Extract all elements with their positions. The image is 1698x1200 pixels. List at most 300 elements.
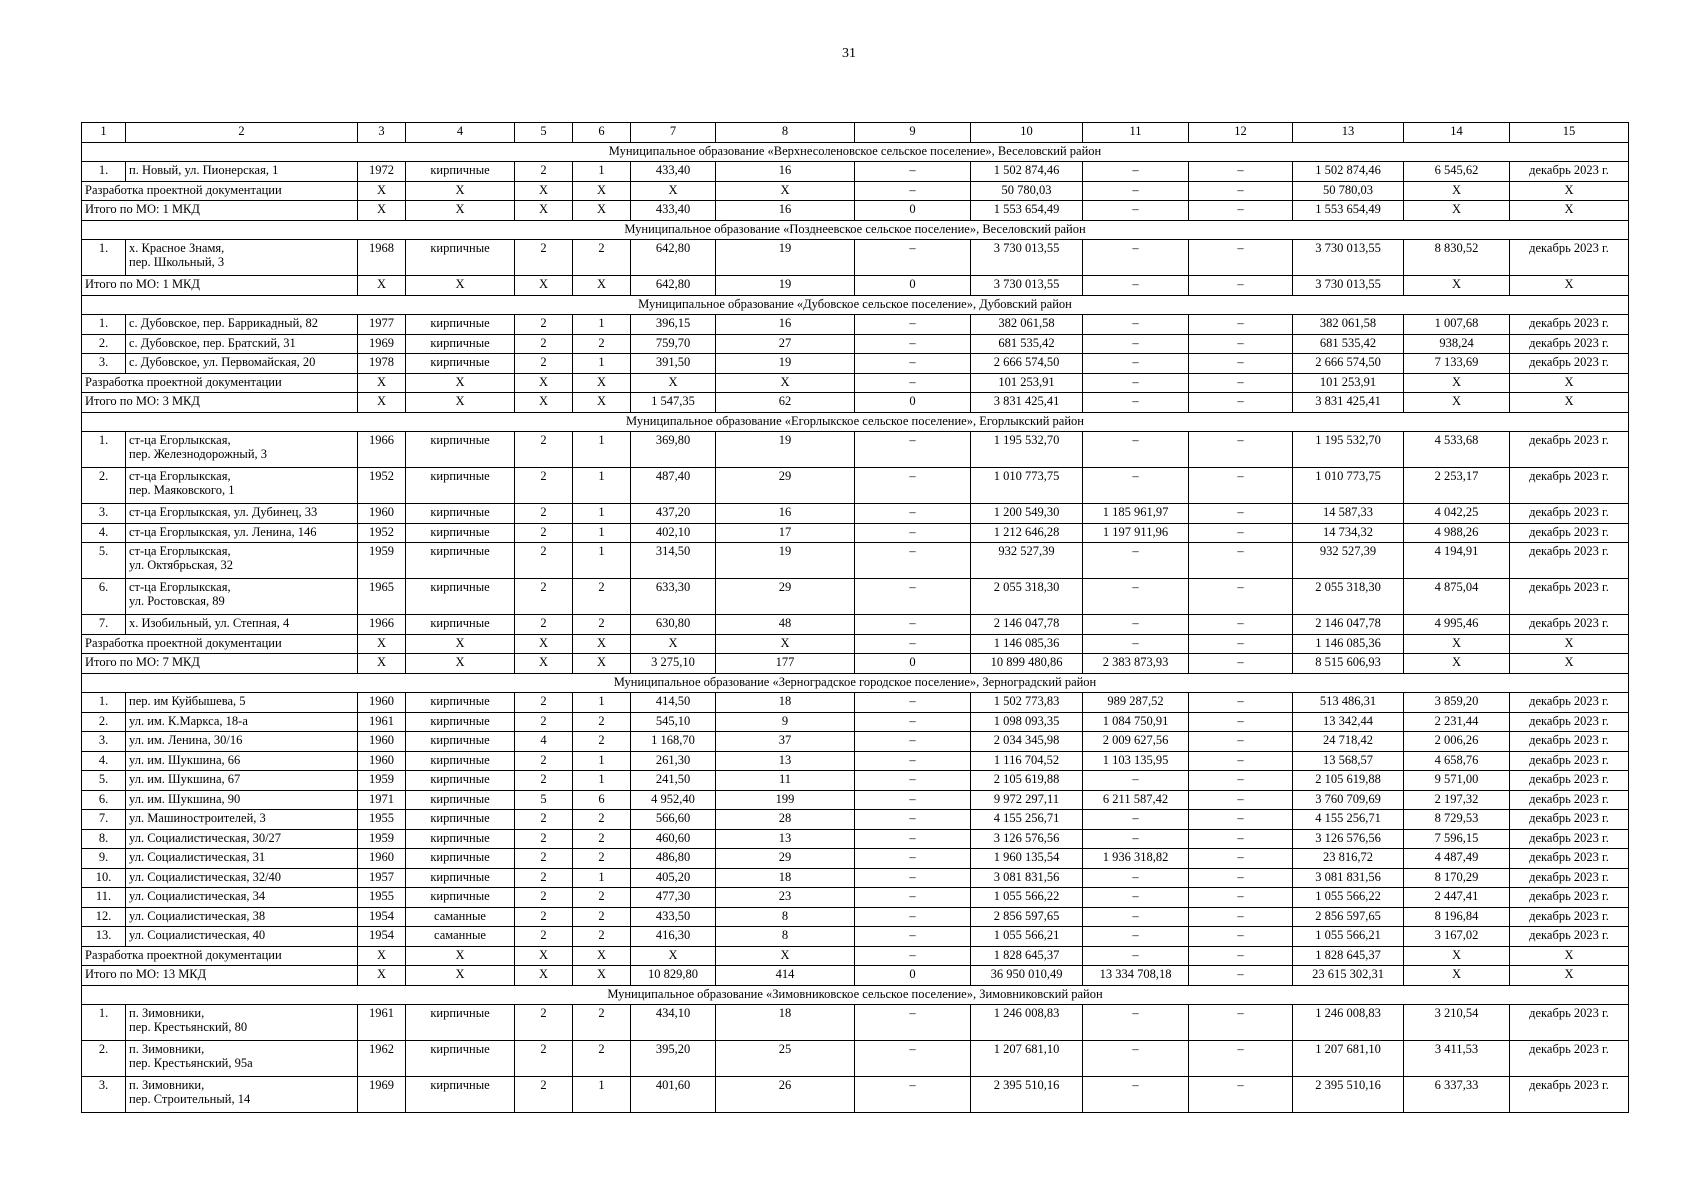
table-cell: – xyxy=(1083,1041,1189,1077)
summary-row xyxy=(82,181,1629,201)
table-cell: 477,30 xyxy=(631,888,716,908)
section-title: Муниципальное образование «Верхнесоленовское сельское поселение», Веселовский район xyxy=(82,142,1629,162)
table-cell: X xyxy=(358,393,406,413)
table-cell: 19 xyxy=(716,354,855,374)
table-cell: – xyxy=(1083,829,1189,849)
table-cell: 2 xyxy=(515,240,573,276)
table-cell: X xyxy=(1404,201,1510,221)
table-cell: – xyxy=(1189,468,1293,504)
table-cell: 3 730 013,55 xyxy=(1293,240,1404,276)
address-cell: ст-ца Егорлыкская, ул. Октябрьская, 32 xyxy=(126,543,358,579)
summary-row xyxy=(82,393,1629,413)
table-cell: 2 xyxy=(515,543,573,579)
table-cell: кирпичные xyxy=(406,162,515,182)
table-cell: 1 103 135,95 xyxy=(1083,751,1189,771)
summary-label: Итого по МО: 3 МКД xyxy=(82,393,358,413)
table-cell: – xyxy=(855,868,971,888)
table-cell: 2 xyxy=(515,771,573,791)
table-cell: – xyxy=(1083,240,1189,276)
table-cell: кирпичные xyxy=(406,1077,515,1113)
table-cell: декабрь 2023 г. xyxy=(1510,240,1629,276)
table-cell: 2 xyxy=(515,888,573,908)
table-cell: 1955 xyxy=(358,888,406,908)
table-cell: – xyxy=(855,162,971,182)
table-cell: 6 211 587,42 xyxy=(1083,790,1189,810)
table-body xyxy=(82,123,1629,1113)
table-cell: – xyxy=(1083,579,1189,615)
table-cell: X xyxy=(406,634,515,654)
table-cell: 2 xyxy=(573,810,631,830)
row-number-cell: 2. xyxy=(82,712,126,732)
table-cell: 1 553 654,49 xyxy=(971,201,1083,221)
table-cell: 4 155 256,71 xyxy=(1293,810,1404,830)
table-cell: 1 200 549,30 xyxy=(971,504,1083,524)
row-number-cell: 3. xyxy=(82,354,126,374)
address-cell: ул. Социалистическая, 31 xyxy=(126,849,358,869)
table-cell: – xyxy=(1189,373,1293,393)
table-cell: 1 xyxy=(573,523,631,543)
table-cell: 1 207 681,10 xyxy=(971,1041,1083,1077)
table-cell: X xyxy=(1510,201,1629,221)
section-row xyxy=(82,142,1629,162)
table-cell: 369,80 xyxy=(631,432,716,468)
table-cell: 2 146 047,78 xyxy=(971,615,1083,635)
table-cell: X xyxy=(1404,393,1510,413)
table-cell: 3 126 576,56 xyxy=(1293,829,1404,849)
table-cell: 1969 xyxy=(358,1077,406,1113)
table-cell: 11 xyxy=(716,771,855,791)
table-cell: – xyxy=(1189,790,1293,810)
address-cell: ул. им. Ленина, 30/16 xyxy=(126,732,358,752)
table-cell: 17 xyxy=(716,523,855,543)
table-cell: 23 xyxy=(716,888,855,908)
table-cell: декабрь 2023 г. xyxy=(1510,468,1629,504)
table-cell: 1960 xyxy=(358,732,406,752)
table-cell: 566,60 xyxy=(631,810,716,830)
table-cell: кирпичные xyxy=(406,693,515,713)
table-cell: X xyxy=(1404,373,1510,393)
table-cell: – xyxy=(855,888,971,908)
table-cell: 3 730 013,55 xyxy=(971,276,1083,296)
table-cell: 3 760 709,69 xyxy=(1293,790,1404,810)
table-cell: X xyxy=(1404,276,1510,296)
table-cell: 2 395 510,16 xyxy=(971,1077,1083,1113)
table-cell: кирпичные xyxy=(406,468,515,504)
table-cell: кирпичные xyxy=(406,504,515,524)
table-cell: X xyxy=(573,966,631,986)
table-cell: 18 xyxy=(716,1005,855,1041)
table-cell: X xyxy=(358,181,406,201)
table-cell: 16 xyxy=(716,201,855,221)
row-number-cell: 2. xyxy=(82,468,126,504)
table-cell: кирпичные xyxy=(406,543,515,579)
summary-row xyxy=(82,373,1629,393)
address-cell: с. Дубовское, пер. Братский, 31 xyxy=(126,334,358,354)
table-cell: – xyxy=(1083,1005,1189,1041)
table-cell: 2 383 873,93 xyxy=(1083,654,1189,674)
table-cell: X xyxy=(358,276,406,296)
table-cell: – xyxy=(1189,810,1293,830)
table-cell: X xyxy=(573,276,631,296)
address-cell: п. Зимовники, пер. Строительный, 14 xyxy=(126,1077,358,1113)
table-cell: – xyxy=(1083,771,1189,791)
table-cell: 391,50 xyxy=(631,354,716,374)
table-cell: 62 xyxy=(716,393,855,413)
table-cell: 7 133,69 xyxy=(1404,354,1510,374)
table-cell: – xyxy=(1083,354,1189,374)
table-cell: 8 729,53 xyxy=(1404,810,1510,830)
table-cell: 2 xyxy=(515,334,573,354)
table-cell: X xyxy=(1510,634,1629,654)
table-cell: 0 xyxy=(855,201,971,221)
address-cell: ул. Социалистическая, 32/40 xyxy=(126,868,358,888)
table-cell: 18 xyxy=(716,693,855,713)
table-cell: – xyxy=(1189,181,1293,201)
table-row xyxy=(82,354,1629,374)
table-cell: X xyxy=(515,654,573,674)
table-cell: 1 195 532,70 xyxy=(971,432,1083,468)
table-cell: декабрь 2023 г. xyxy=(1510,712,1629,732)
address-cell: ул. им. К.Маркса, 18-а xyxy=(126,712,358,732)
table-cell: – xyxy=(1189,888,1293,908)
table-cell: 1 246 008,83 xyxy=(1293,1005,1404,1041)
table-cell: 2 xyxy=(515,712,573,732)
table-cell: 2 xyxy=(515,432,573,468)
table-cell: – xyxy=(855,1005,971,1041)
table-cell: 1 xyxy=(573,162,631,182)
summary-label: Итого по МО: 1 МКД xyxy=(82,201,358,221)
table-cell: – xyxy=(1189,523,1293,543)
table-cell: 29 xyxy=(716,849,855,869)
table-cell: 2 xyxy=(573,907,631,927)
table-cell: 2 055 318,30 xyxy=(971,579,1083,615)
row-number-cell: 9. xyxy=(82,849,126,869)
table-cell: 3 831 425,41 xyxy=(971,393,1083,413)
table-cell: X xyxy=(573,201,631,221)
table-cell: – xyxy=(1083,868,1189,888)
table-row xyxy=(82,240,1629,276)
address-cell: с. Дубовское, ул. Первомайская, 20 xyxy=(126,354,358,374)
table-cell: X xyxy=(573,181,631,201)
table-cell: 3 167,02 xyxy=(1404,927,1510,947)
table-cell: 1954 xyxy=(358,907,406,927)
table-cell: 1965 xyxy=(358,579,406,615)
table-cell: 486,80 xyxy=(631,849,716,869)
section-title: Муниципальное образование «Егорлыкское сельское поселение», Егорлыкский район xyxy=(82,412,1629,432)
table-row xyxy=(82,751,1629,771)
table-cell: кирпичные xyxy=(406,751,515,771)
table-cell: 1 xyxy=(573,751,631,771)
table-cell: кирпичные xyxy=(406,771,515,791)
table-cell: кирпичные xyxy=(406,579,515,615)
table-cell: 4 042,25 xyxy=(1404,504,1510,524)
column-number: 5 xyxy=(515,123,573,143)
table-cell: X xyxy=(1404,966,1510,986)
table-cell: 29 xyxy=(716,468,855,504)
table-row xyxy=(82,810,1629,830)
table-cell: кирпичные xyxy=(406,868,515,888)
table-cell: 2 xyxy=(515,468,573,504)
table-cell: – xyxy=(855,946,971,966)
address-cell: ул. им. Шукшина, 90 xyxy=(126,790,358,810)
table-cell: 16 xyxy=(716,162,855,182)
table-cell: 3 859,20 xyxy=(1404,693,1510,713)
column-number: 7 xyxy=(631,123,716,143)
table-cell: 1 502 874,46 xyxy=(1293,162,1404,182)
table-cell: 1 084 750,91 xyxy=(1083,712,1189,732)
summary-row xyxy=(82,201,1629,221)
table-cell: – xyxy=(1189,162,1293,182)
table-cell: – xyxy=(1189,240,1293,276)
table-cell: 4 487,49 xyxy=(1404,849,1510,869)
table-cell: 1 055 566,22 xyxy=(1293,888,1404,908)
table-cell: 2 xyxy=(515,579,573,615)
address-cell: ст-ца Егорлыкская, пер. Железнодорожный, 3 xyxy=(126,432,358,468)
table-row xyxy=(82,334,1629,354)
table-cell: – xyxy=(855,334,971,354)
table-cell: – xyxy=(1189,654,1293,674)
table-cell: 8 196,84 xyxy=(1404,907,1510,927)
table-cell: 1 xyxy=(573,868,631,888)
row-number-cell: 13. xyxy=(82,927,126,947)
table-cell: 24 718,42 xyxy=(1293,732,1404,752)
table-cell: 1 960 135,54 xyxy=(971,849,1083,869)
table-cell: X xyxy=(573,373,631,393)
table-cell: – xyxy=(1189,354,1293,374)
table-cell: X xyxy=(515,946,573,966)
table-cell: 1 828 645,37 xyxy=(971,946,1083,966)
table-cell: кирпичные xyxy=(406,240,515,276)
section-title: Муниципальное образование «Дубовское сельское поселение», Дубовский район xyxy=(82,295,1629,315)
table-cell: – xyxy=(1083,634,1189,654)
table-cell: 2 006,26 xyxy=(1404,732,1510,752)
table-cell: 1 xyxy=(573,432,631,468)
table-cell: декабрь 2023 г. xyxy=(1510,810,1629,830)
address-cell: ст-ца Егорлыкская, пер. Маяковского, 1 xyxy=(126,468,358,504)
table-cell: декабрь 2023 г. xyxy=(1510,693,1629,713)
table-cell: 1959 xyxy=(358,829,406,849)
row-number-cell: 1. xyxy=(82,315,126,335)
summary-label: Итого по МО: 7 МКД xyxy=(82,654,358,674)
table-cell: X xyxy=(406,181,515,201)
table-cell: – xyxy=(1189,1041,1293,1077)
table-cell: декабрь 2023 г. xyxy=(1510,1005,1629,1041)
table-cell: 36 950 010,49 xyxy=(971,966,1083,986)
table-cell: X xyxy=(573,393,631,413)
table-cell: 1 828 645,37 xyxy=(1293,946,1404,966)
table-cell: X xyxy=(573,654,631,674)
table-cell: 16 xyxy=(716,315,855,335)
table-cell: 10 899 480,86 xyxy=(971,654,1083,674)
table-cell: X xyxy=(1404,181,1510,201)
table-cell: 2 xyxy=(573,334,631,354)
table-cell: – xyxy=(1189,966,1293,986)
table-cell: – xyxy=(855,790,971,810)
column-number: 15 xyxy=(1510,123,1629,143)
table-cell: X xyxy=(515,634,573,654)
table-cell: X xyxy=(573,946,631,966)
summary-row xyxy=(82,654,1629,674)
table-cell: 177 xyxy=(716,654,855,674)
table-cell: декабрь 2023 г. xyxy=(1510,732,1629,752)
table-cell: 2 034 345,98 xyxy=(971,732,1083,752)
section-title: Муниципальное образование «Зимовниковское сельское поселение», Зимовниковский район xyxy=(82,985,1629,1005)
table-cell: 18 xyxy=(716,868,855,888)
table-cell: декабрь 2023 г. xyxy=(1510,162,1629,182)
table-cell: 642,80 xyxy=(631,240,716,276)
table-cell: кирпичные xyxy=(406,315,515,335)
column-number: 1 xyxy=(82,123,126,143)
table-cell: 101 253,91 xyxy=(971,373,1083,393)
table-cell: 1 116 704,52 xyxy=(971,751,1083,771)
table-cell: 48 xyxy=(716,615,855,635)
table-cell: – xyxy=(855,1041,971,1077)
table-cell: 5 xyxy=(515,790,573,810)
table-cell: 2 xyxy=(515,927,573,947)
table-cell: – xyxy=(1189,1077,1293,1113)
table-cell: – xyxy=(1189,393,1293,413)
table-row xyxy=(82,1005,1629,1041)
table-cell: 434,10 xyxy=(631,1005,716,1041)
table-row xyxy=(82,1041,1629,1077)
table-cell: X xyxy=(1510,373,1629,393)
table-cell: 681 535,42 xyxy=(1293,334,1404,354)
table-cell: 26 xyxy=(716,1077,855,1113)
table-cell: 513 486,31 xyxy=(1293,693,1404,713)
table-cell: X xyxy=(358,966,406,986)
table-cell: декабрь 2023 г. xyxy=(1510,315,1629,335)
table-cell: 9 571,00 xyxy=(1404,771,1510,791)
row-number-cell: 5. xyxy=(82,543,126,579)
table-cell: 199 xyxy=(716,790,855,810)
table-cell: 1 553 654,49 xyxy=(1293,201,1404,221)
column-number: 4 xyxy=(406,123,515,143)
table-row xyxy=(82,712,1629,732)
table-cell: 0 xyxy=(855,654,971,674)
table-cell: 2 231,44 xyxy=(1404,712,1510,732)
table-row xyxy=(82,504,1629,524)
table-cell: декабрь 2023 г. xyxy=(1510,927,1629,947)
table-cell: 19 xyxy=(716,240,855,276)
row-number-cell: 3. xyxy=(82,1077,126,1113)
table-cell: X xyxy=(1510,946,1629,966)
table-cell: – xyxy=(855,927,971,947)
table-cell: 2 xyxy=(573,829,631,849)
table-cell: 2 xyxy=(515,868,573,888)
table-cell: 1959 xyxy=(358,771,406,791)
table-cell: 382 061,58 xyxy=(1293,315,1404,335)
table-cell: 1 055 566,22 xyxy=(971,888,1083,908)
table-cell: 50 780,03 xyxy=(971,181,1083,201)
table-cell: – xyxy=(1189,712,1293,732)
table-row xyxy=(82,868,1629,888)
table-cell: 1978 xyxy=(358,354,406,374)
table-cell: 1960 xyxy=(358,751,406,771)
table-cell: – xyxy=(1083,162,1189,182)
table-cell: X xyxy=(1510,393,1629,413)
table-cell: 2 xyxy=(515,1041,573,1077)
address-cell: ул. Социалистическая, 40 xyxy=(126,927,358,947)
table-cell: – xyxy=(855,432,971,468)
row-number-cell: 1. xyxy=(82,162,126,182)
table-cell: 2 xyxy=(573,927,631,947)
column-number: 14 xyxy=(1404,123,1510,143)
table-cell: – xyxy=(855,579,971,615)
row-number-cell: 10. xyxy=(82,868,126,888)
table-cell: 2 197,32 xyxy=(1404,790,1510,810)
address-cell: с. Дубовское, пер. Баррикадный, 82 xyxy=(126,315,358,335)
table-cell: 1 185 961,97 xyxy=(1083,504,1189,524)
summary-row xyxy=(82,634,1629,654)
table-cell: 487,40 xyxy=(631,468,716,504)
table-cell: – xyxy=(855,693,971,713)
table-cell: саманные xyxy=(406,907,515,927)
table-cell: – xyxy=(1189,543,1293,579)
address-cell: ул. Машиностроителей, 3 xyxy=(126,810,358,830)
table-cell: декабрь 2023 г. xyxy=(1510,504,1629,524)
table-cell: 2 xyxy=(515,751,573,771)
table-cell: 2 xyxy=(573,579,631,615)
table-cell: 433,50 xyxy=(631,907,716,927)
table-cell: – xyxy=(855,732,971,752)
row-number-cell: 7. xyxy=(82,615,126,635)
table-row xyxy=(82,829,1629,849)
table-cell: X xyxy=(358,654,406,674)
table-cell: декабрь 2023 г. xyxy=(1510,849,1629,869)
table-cell: X xyxy=(631,373,716,393)
table-cell: декабрь 2023 г. xyxy=(1510,334,1629,354)
table-cell: 1971 xyxy=(358,790,406,810)
table-cell: 3 831 425,41 xyxy=(1293,393,1404,413)
table-cell: 4 995,46 xyxy=(1404,615,1510,635)
table-cell: кирпичные xyxy=(406,354,515,374)
table-cell: 1 010 773,75 xyxy=(1293,468,1404,504)
table-cell: X xyxy=(1404,946,1510,966)
table-cell: 0 xyxy=(855,276,971,296)
table-cell: X xyxy=(1404,654,1510,674)
summary-label: Разработка проектной документации xyxy=(82,946,358,966)
table-cell: X xyxy=(406,946,515,966)
row-number-cell: 1. xyxy=(82,432,126,468)
summary-label: Итого по МО: 13 МКД xyxy=(82,966,358,986)
table-cell: – xyxy=(855,468,971,504)
table-cell: X xyxy=(515,276,573,296)
table-cell: 416,30 xyxy=(631,927,716,947)
table-cell: 1961 xyxy=(358,712,406,732)
table-cell: декабрь 2023 г. xyxy=(1510,1041,1629,1077)
table-cell: кирпичные xyxy=(406,432,515,468)
summary-label: Итого по МО: 1 МКД xyxy=(82,276,358,296)
table-cell: 414,50 xyxy=(631,693,716,713)
table-cell: 1 007,68 xyxy=(1404,315,1510,335)
table-cell: – xyxy=(1083,432,1189,468)
table-cell: 9 xyxy=(716,712,855,732)
table-row xyxy=(82,579,1629,615)
table-cell: – xyxy=(1083,615,1189,635)
table-cell: 1959 xyxy=(358,543,406,579)
table-cell: – xyxy=(1083,201,1189,221)
table-cell: 1 936 318,82 xyxy=(1083,849,1189,869)
table-cell: 314,50 xyxy=(631,543,716,579)
table-cell: декабрь 2023 г. xyxy=(1510,354,1629,374)
table-cell: 3 081 831,56 xyxy=(971,868,1083,888)
table-cell: 1977 xyxy=(358,315,406,335)
table-cell: 2 xyxy=(515,523,573,543)
table-cell: 241,50 xyxy=(631,771,716,791)
table-cell: 0 xyxy=(855,393,971,413)
table-cell: 2 395 510,16 xyxy=(1293,1077,1404,1113)
summary-row xyxy=(82,276,1629,296)
